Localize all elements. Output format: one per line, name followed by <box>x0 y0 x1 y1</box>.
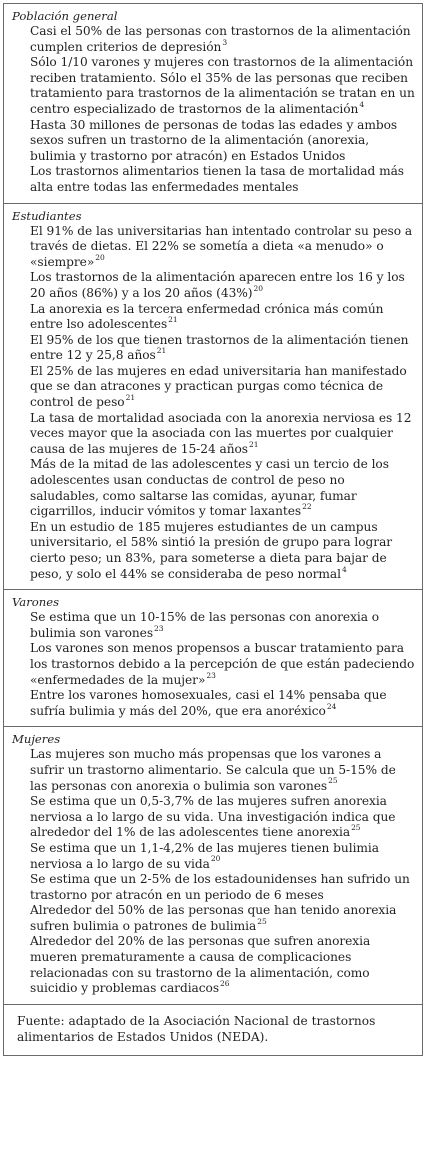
item-text: Sólo 1/10 varones y mujeres con trastornos de la alimentación reciben tratamiento. Sólo el 35% de las personas que reciben tratamiento para trastornos de la alimentación se tratan en un centro especializado de trastornos de la alimentación <box>30 55 415 116</box>
item-text: El 91% de las universitarias han intentado controlar su peso a través de dietas. El 22% se sometía a dieta «a menudo» o «siempre» <box>30 223 413 269</box>
list-item <box>30 55 416 117</box>
statistics-table <box>3 3 423 1056</box>
list-item <box>30 872 416 903</box>
item-text: Más de la mitad de las adolescentes y casi un tercio de los adolescentes usan conductas de control de peso no saludables, como saltarse las comidas, ayunar, fumar cigarrillos, inducir vómitos y tomar laxantes <box>30 457 389 519</box>
reference-number: 21 <box>156 346 167 356</box>
reference-number: 20 <box>95 252 105 262</box>
reference-number: 24 <box>326 701 337 711</box>
table-section <box>4 726 422 1004</box>
list-item <box>30 364 416 411</box>
list-item <box>30 24 416 55</box>
table-body <box>4 4 422 1004</box>
list-item <box>30 688 416 719</box>
item-text: Las mujeres son mucho más propensas que los varones a sufrir un trastorno alimentario. Se calcula que un 5-15% de las personas con anorexia o bulimia son varones <box>30 747 396 793</box>
list-item <box>30 747 416 794</box>
list-item <box>30 841 416 872</box>
reference-number: 25 <box>328 776 338 786</box>
list-item <box>30 411 416 458</box>
item-text: Los varones son menos propensos a buscar tratamiento para los trastornos debido a la percepción de que están padeciendo «enfermedades de la mujer» <box>30 641 415 687</box>
list-item <box>30 118 416 165</box>
source-footnote: Fuente: adaptado de la Asociación Nacional de trastornos alimentarios de Estados Unidos (NEDA). <box>4 1004 422 1055</box>
item-text: En un estudio de 185 mujeres estudiantes de un campus universitario, el 58% sintió la presión de grupo para lograr cierto peso; un 83%, para someterse a dieta para bajar de peso, y solo el 44% se consideraba de peso normal <box>30 519 393 581</box>
item-text: Se estima que un 2-5% de los estadounidenses han sufrido un trastorno por atracón en un periodo de 6 meses <box>30 872 410 902</box>
reference-number: 21 <box>125 393 136 402</box>
list-item <box>30 333 416 364</box>
list-item <box>30 520 416 582</box>
reference-number: 21 <box>249 439 259 449</box>
reference-number: 25 <box>257 916 267 926</box>
item-text: Los trastornos de la alimentación aparecen entre los 16 y los 20 años (86%) y a los 20 años (43%) <box>30 270 405 300</box>
section-title: Varones <box>12 595 60 610</box>
item-text: Se estima que un 1,1-4,2% de las mujeres tienen bulimia nerviosa a lo largo de su vida <box>30 840 379 871</box>
reference-number: 4 <box>341 564 347 574</box>
list-item <box>30 934 416 996</box>
reference-number: 26 <box>220 979 230 989</box>
reference-number: 25 <box>351 823 361 833</box>
reference-number: 22 <box>302 502 312 512</box>
item-text: Entre los varones homosexuales, casi el 14% pensaba que sufría bulimia y más del 20%, que era anoréxico <box>30 688 387 718</box>
list-item <box>30 457 416 519</box>
reference-number: 20 <box>253 283 263 293</box>
list-item <box>30 794 416 841</box>
section-title: Población general <box>12 9 118 23</box>
item-text: Se estima que un 10-15% de las personas con anorexia o bulimia son varones <box>30 610 380 640</box>
table-section <box>4 203 422 590</box>
item-text: Hasta 30 millones de personas de todas las edades y ambos sexos sufren un trastorno de la alimentación (anorexia, bulimia y trastorno por atracón) en Estados Unidos <box>30 117 398 163</box>
item-text: Casi el 50% de las personas con trastornos de la alimentación cumplen criterios de depresión <box>30 24 411 54</box>
reference-number: 20 <box>210 854 221 864</box>
list-item <box>30 641 416 688</box>
list-item <box>30 903 416 934</box>
reference-number: 23 <box>154 623 164 633</box>
list-item <box>30 164 416 195</box>
table-section <box>4 589 422 726</box>
reference-number: 23 <box>206 670 216 680</box>
list-item <box>30 270 416 301</box>
item-text: Se estima que un 0,5-3,7% de las mujeres sufren anorexia nerviosa a lo largo de su vida. Una investigación indica que alrededor del 1% de las adolescentes tiene anorexia <box>30 794 396 840</box>
table-section <box>4 4 422 203</box>
item-text: Los trastornos alimentarios tienen la tasa de mortalidad más alta entre todas las enfermedades mentales <box>30 164 404 194</box>
section-title: Mujeres <box>12 732 61 747</box>
item-text: La tasa de mortalidad asociada con la anorexia nerviosa es 12 veces mayor que la asociada con las muertes por cualquier causa de las mujeres de 15-24 años <box>30 410 412 456</box>
reference-number: 3 <box>222 37 228 47</box>
reference-number: 4 <box>359 99 365 109</box>
item-text: El 25% de las mujeres en edad universitaria han manifestado que se dan atracones y practican purgas como técnica de control de peso <box>30 363 407 410</box>
item-text: El 95% de los que tienen trastornos de la alimentación tienen entre 12 y 25,8 años <box>30 332 409 363</box>
list-item <box>30 302 416 333</box>
item-text: La anorexia es la tercera enfermedad crónica más común entre lso adolescentes <box>30 301 384 332</box>
list-item <box>30 610 416 641</box>
section-title: Estudiantes <box>12 208 82 223</box>
item-text: Alrededor del 20% de las personas que sufren anorexia mueren prematuramente a causa de complicaciones relacionadas con su trastorno de la alimentación, como suicidio y problemas cardiacos <box>30 934 371 996</box>
reference-number: 21 <box>168 315 178 325</box>
list-item <box>30 224 416 271</box>
item-text: Alrededor del 50% de las personas que han tenido anorexia sufren bulimia o patrones de bulimia <box>30 903 397 933</box>
